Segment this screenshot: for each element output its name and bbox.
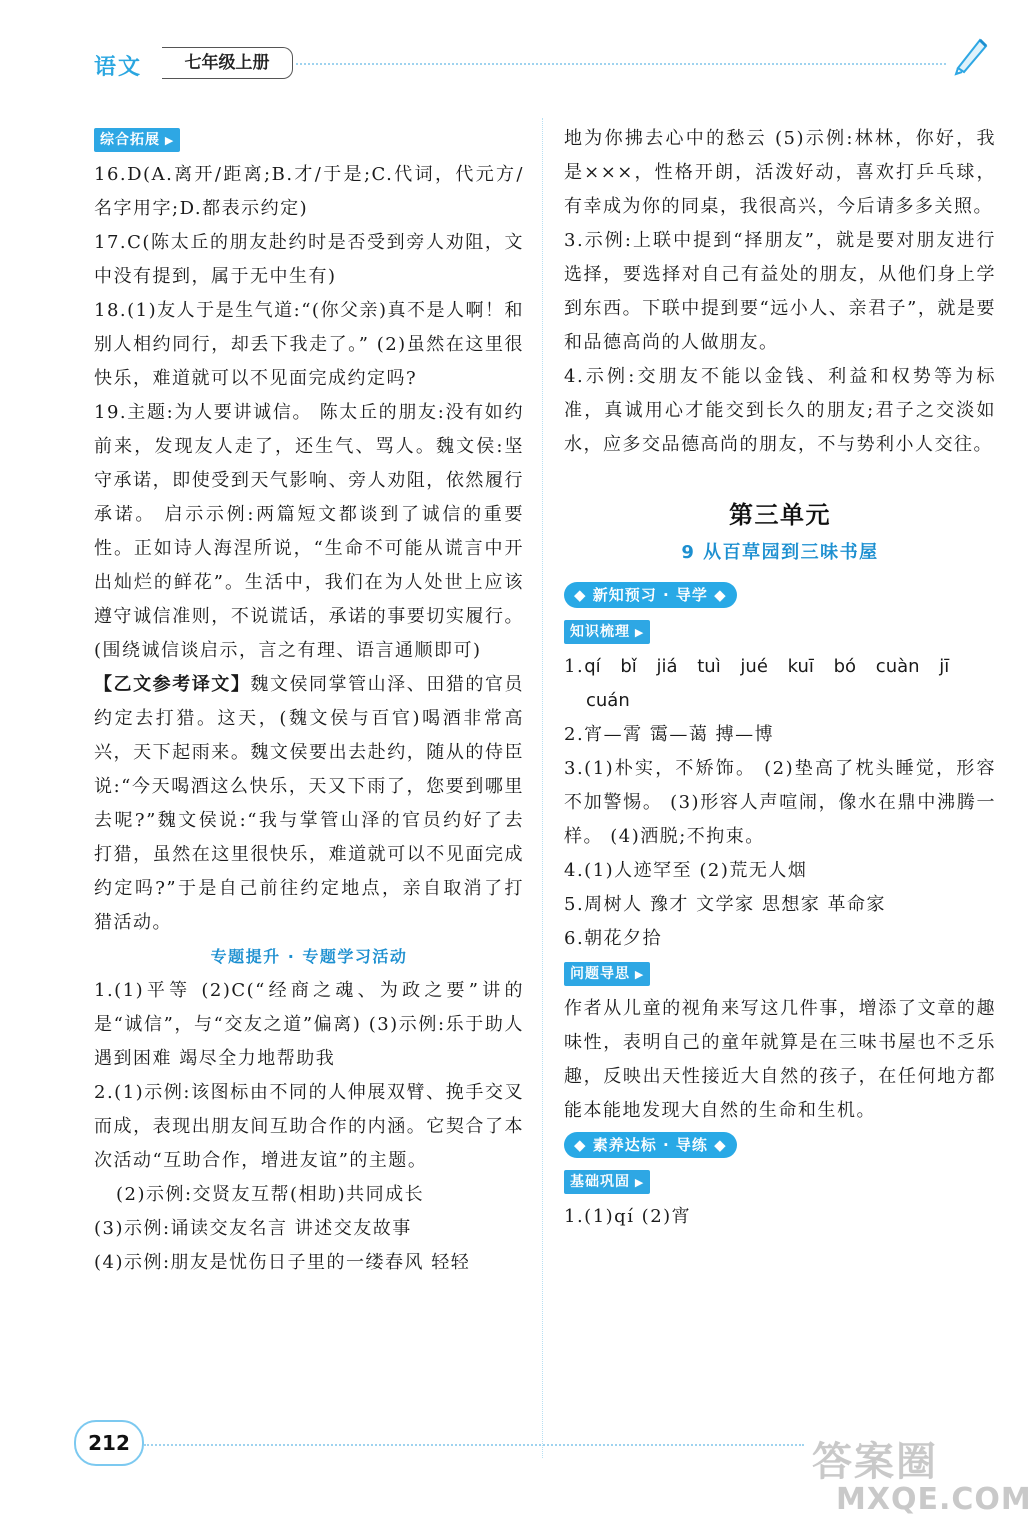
answer-17: 17.C(陈太丘的朋友赴约时是否受到旁人劝阻，文中没有提到，属于无中生有) [94,232,524,287]
watermark-line-2: MXQE.COM [836,1482,1032,1517]
answer-18: 18.(1)友人于是生气道:“(你父亲)真不是人啊！和别人相约同行，却丢下我走了。” (2)虽然在这里很快乐，难道就可以不见面完成约定吗? [94,300,524,389]
knowledge-1-num: 1. [564,656,585,677]
zhuanti-answer-1: 1.(1)平等 (2)C(“经商之魂、为政之要”讲的是“诚信”，与“交友之道”偏离) (3)示例:乐于助人 遇到困难 竭尽全力地帮助我 [94,980,524,1069]
zhuanti-answer-2-4: (4)示例:朋友是忧伤日子里的一缕春风 轻轻 [94,1252,471,1273]
pen-icon [948,32,994,78]
column-divider [542,118,543,1458]
section-pill-xinzhi: ◆ 新知预习 · 导学 ◆ [564,582,737,608]
section-tag-zhishi: 知识梳理 ▶ [564,620,650,644]
unit-title: 第三单元 [729,501,831,529]
answer-19: 19.主题:为人要讲诚信。 陈太丘的朋友:没有如约前来，发现友人走了，还生气、骂人。魏文侯:坚守承诺，即使受到天气影响、旁人劝阻，依然履行承诺。 启示示例:两篇短文都谈到了诚信的重要性。正如诗人海涅所说，“生命不可能从谎言中开出灿烂的鲜花”。生活中，我们在为人处世上应该遵守诚信准则，不说谎话，承诺的事要切实履行。(围绕诚信谈启示，言之有理、语言通顺即可) [94,402,524,661]
answer-r4: 4.示例:交朋友不能以金钱、利益和权势等为标准，真诚用心才能交到长久的朋友;君子之交淡如水，应多交品德高尚的朋友，不与势利小人交往。 [564,366,996,455]
continued-answer: 地为你拂去心中的愁云 (5)示例:林林，你好，我是×××，性格开朗，活泼好动，喜欢打乒乓球，有幸成为你的同桌，我很高兴，今后请多多关照。 [564,128,996,217]
knowledge-1-pinyin: qí bǐ jiá tuì jué kuī bó cuàn jī [584,656,950,677]
footer-divider [144,1444,804,1446]
zhuanti-answer-2-2: (2)示例:交贤友互帮(相助)共同成长 [116,1184,425,1205]
knowledge-3: 3.(1)朴实，不矫饰。 (2)垫高了枕头睡觉，形容不加警惕。 (3)形容人声喧闹，像水在鼎中沸腾一样。 (4)洒脱;不拘束。 [564,758,996,847]
lesson-title: 9 从百草园到三味书屋 [681,542,879,563]
section-tag-zonghe: 综合拓展 ▶ [94,128,180,152]
zhuanti-answer-2-3: (3)示例:诵读交友名言 讲述交友故事 [94,1218,412,1239]
header-divider [296,63,946,65]
grade-label: 七年级上册 [162,47,293,79]
knowledge-6: 6.朝花夕拾 [564,928,663,949]
knowledge-4: 4.(1)人迹罕至 (2)荒无人烟 [564,860,808,881]
zhuanti-heading: 专题提升 · 专题学习活动 [210,947,408,966]
translation-block [94,668,524,940]
answer-r3: 3.示例:上联中提到“择朋友”，就是要对朋友进行选择，要选择对自己有益处的朋友，从他们身上学到东西。下联中提到要“远小人、亲君子”，就是要和品德高尚的人做朋友。 [564,230,996,353]
knowledge-1 [564,650,996,684]
page-header [0,0,1036,90]
translation-label: 【乙文参考译文】 [94,674,251,695]
jichu-answer-1: 1.(1)qí (2)宵 [564,1206,692,1227]
knowledge-2: 2.宵—霄 霭—蔼 搏—博 [564,724,775,745]
subject-label: 语文 [94,55,143,80]
wenti-answer: 作者从儿童的视角来写这几件事，增添了文章的趣味性，表明自己的童年就算是在三味书屋也不乏乐趣，反映出天性接近大自然的孩子，在任何地方都能本能地发现大自然的生命和生机。 [564,998,996,1121]
section-tag-wenti: 问题导思 ▶ [564,962,650,986]
watermark-logo [812,1430,1032,1530]
left-column [94,122,524,1280]
translation-text: 魏文侯同掌管山泽、田猎的官员约定去打猎。这天，(魏文侯与百官)喝酒非常高兴，天下起雨来。魏文侯要出去赴约，随从的侍臣说:“今天喝酒这么快乐，天又下雨了，您要到哪里去呢?”魏文侯说:“我与掌管山泽的官员约好了去打猎，虽然在这里很快乐，难道就可以不见面完成约定吗?”于是自己前往约定地点，亲自取消了打猎活动。 [94,674,525,933]
knowledge-5: 5.周树人 豫才 文学家 思想家 革命家 [564,894,887,915]
page-number: 212 [74,1420,144,1466]
section-tag-jichu: 基础巩固 ▶ [564,1170,650,1194]
answer-16: 16.D(A.离开/距离;B.才/于是;C.代词，代元方/名字用字;D.都表示约定) [94,164,524,219]
section-pill-suyang: ◆ 素养达标 · 导练 ◆ [564,1132,737,1158]
right-column [564,122,996,1234]
knowledge-1-pinyin-2: cuán [586,690,630,711]
zhuanti-answer-2-1: 2.(1)示例:该图标由不同的人伸展双臂、挽手交叉而成，表现出朋友间互助合作的内涵。它契合了本次活动“互助合作，增进友谊”的主题。 [94,1082,524,1171]
watermark-line-1: 答案圈 [812,1439,938,1485]
